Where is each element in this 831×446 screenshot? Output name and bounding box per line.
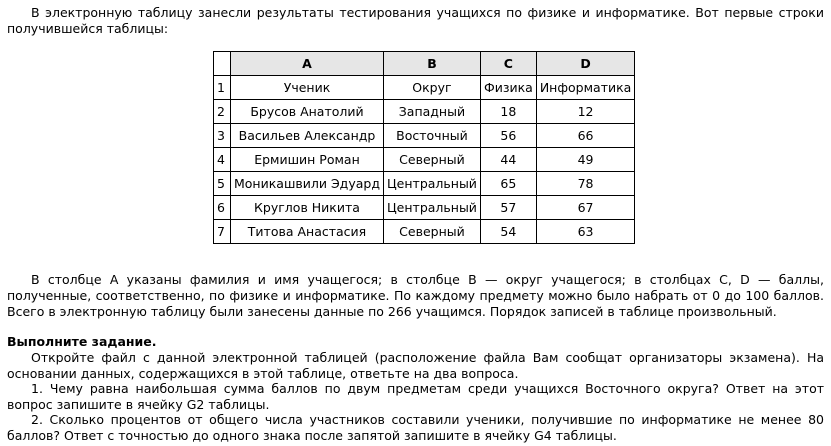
cell-b: Северный bbox=[383, 220, 480, 244]
cell-a: Моникашвили Эдуард bbox=[231, 172, 384, 196]
intro-text: В электронную таблицу занесли результаты тестирования учащихся по физике и информатике. Вот первые строки получившейся таблицы: bbox=[7, 5, 824, 36]
table-row bbox=[214, 172, 635, 196]
spreadsheet-table bbox=[213, 51, 635, 244]
row-number: 7 bbox=[214, 220, 231, 244]
cell-a: Васильев Александр bbox=[231, 124, 384, 148]
cell-b: Центральный bbox=[383, 196, 480, 220]
column-header-d: D bbox=[536, 52, 635, 76]
cell-a: Ермишин Роман bbox=[231, 148, 384, 172]
cell-c: 54 bbox=[480, 220, 536, 244]
cell-d: 78 bbox=[536, 172, 635, 196]
cell-c: 44 bbox=[480, 148, 536, 172]
table-row bbox=[214, 148, 635, 172]
cell-b: Центральный bbox=[383, 172, 480, 196]
column-header-a: A bbox=[231, 52, 384, 76]
cell-b: Восточный bbox=[383, 124, 480, 148]
question-2: 2. Сколько процентов от общего числа участников составили ученики, получившие по информатике не менее 80 баллов? Ответ с точностью до одного знака после запятой запишите в ячейку G4 таблицы. bbox=[7, 412, 824, 443]
row-number: 6 bbox=[214, 196, 231, 220]
cell-b: Округ bbox=[383, 76, 480, 100]
description-text: В столбце A указаны фамилия и имя учащегося; в столбце B — округ учащегося; в столбцах C, D — баллы, полученные, соответственно, по физике и информатике. По каждому предмету можно было набрать от 0 до 100 баллов. Всего в электронную таблицу были занесены данные по 266 учащимся. Порядок записей в таблице произвольный. bbox=[7, 272, 824, 319]
column-header-row bbox=[214, 52, 635, 76]
table-row bbox=[214, 124, 635, 148]
row-number: 5 bbox=[214, 172, 231, 196]
table-row bbox=[214, 196, 635, 220]
task-heading: Выполните задание. bbox=[7, 334, 157, 349]
row-number: 3 bbox=[214, 124, 231, 148]
table-row bbox=[214, 220, 635, 244]
column-header-c: C bbox=[480, 52, 536, 76]
cell-b: Западный bbox=[383, 100, 480, 124]
row-number: 2 bbox=[214, 100, 231, 124]
cell-a: Титова Анастасия bbox=[231, 220, 384, 244]
cell-a: Брусов Анатолий bbox=[231, 100, 384, 124]
cell-d: 66 bbox=[536, 124, 635, 148]
question-1: 1. Чему равна наибольшая сумма баллов по двум предметам среди учащихся Восточного округа? Ответ на этот вопрос запишите в ячейку G2 таблицы. bbox=[7, 381, 824, 412]
cell-c: 57 bbox=[480, 196, 536, 220]
cell-c: 56 bbox=[480, 124, 536, 148]
row-number: 1 bbox=[214, 76, 231, 100]
cell-c: 65 bbox=[480, 172, 536, 196]
cell-d: 67 bbox=[536, 196, 635, 220]
cell-d: 12 bbox=[536, 100, 635, 124]
column-header-b: B bbox=[383, 52, 480, 76]
table-row bbox=[214, 100, 635, 124]
cell-d: Информатика bbox=[536, 76, 635, 100]
cell-a: Ученик bbox=[231, 76, 384, 100]
task-instructions: Откройте файл с данной электронной таблицей (расположение файла Вам сообщат организаторы экзамена). На основании данных, содержащихся в этой таблице, ответьте на два вопроса. bbox=[7, 350, 824, 381]
cell-a: Круглов Никита bbox=[231, 196, 384, 220]
row-number: 4 bbox=[214, 148, 231, 172]
corner-cell bbox=[214, 52, 231, 76]
cell-d: 49 bbox=[536, 148, 635, 172]
cell-d: 63 bbox=[536, 220, 635, 244]
cell-c: Физика bbox=[480, 76, 536, 100]
table-row bbox=[214, 76, 635, 100]
cell-b: Северный bbox=[383, 148, 480, 172]
cell-c: 18 bbox=[480, 100, 536, 124]
